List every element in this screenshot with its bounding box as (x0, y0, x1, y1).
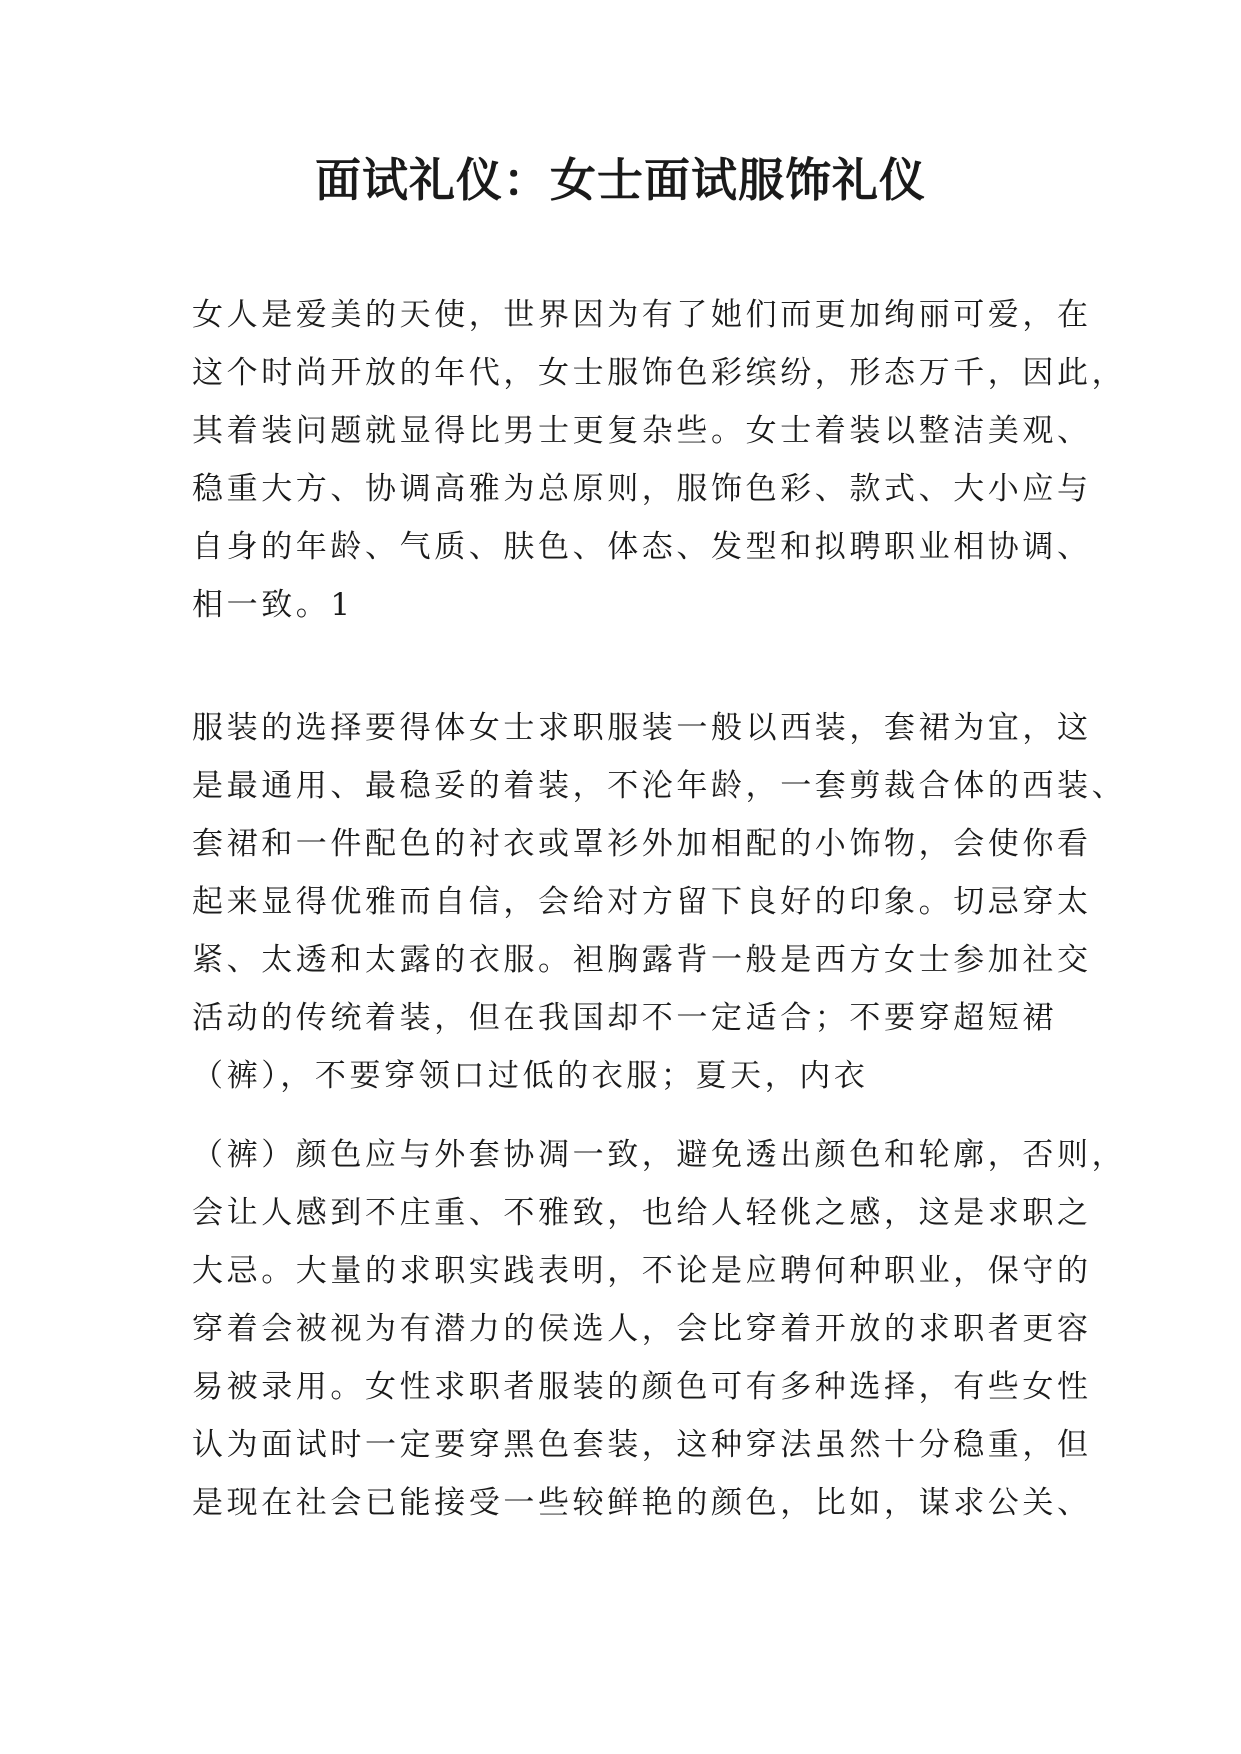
paragraph-line: 自身的年龄、气质、肤色、体态、发型和拟聘职业相协调、 (192, 529, 1092, 565)
paragraph-line: 穿着会被视为有潜力的侯选人，会比穿着开放的求职者更容 (192, 1311, 1092, 1347)
paragraph-line: （裤），不要穿领口过低的衣服；夏天，内衣 (192, 1058, 869, 1094)
paragraph-line: 其着装问题就显得比男士更复杂些。女士着装以整洁美观、 (192, 413, 1092, 449)
paragraph-1 (192, 286, 1127, 634)
paragraph-line: 易被录用。女性求职者服装的颜色可有多种选择，有些女性 (192, 1369, 1092, 1405)
paragraph-line: 服装的选择要得体女士求职服装一般以西装，套裙为宜，这 (192, 710, 1092, 746)
paragraph-line: 是最通用、最稳妥的着装，不沦年龄，一套剪裁合体的西装、 (192, 768, 1127, 804)
paragraph-line: （裤）颜色应与外套协凋一致，避免透出颜色和轮廓，否则， (192, 1137, 1127, 1173)
paragraph-line: 是现在社会已能接受一些较鲜艳的颜色，比如，谋求公关、 (192, 1485, 1092, 1521)
paragraph-line: 相一致。1 (192, 587, 354, 623)
paragraph-line: 稳重大方、协调高雅为总原则，服饰色彩、款式、大小应与 (192, 471, 1092, 507)
paragraph-line: 认为面试时一定要穿黑色套装，这种穿法虽然十分稳重，但 (192, 1427, 1092, 1463)
paragraph-line: 女人是爱美的天使，世界因为有了她们而更加绚丽可爱，在 (192, 297, 1092, 333)
paragraph-line: 起来显得优雅而自信，会给对方留下良好的印象。切忌穿太 (192, 884, 1092, 920)
paragraph-line: 紧、太透和太露的衣服。袒胸露背一般是西方女士参加社交 (192, 942, 1092, 978)
paragraph-3 (192, 1126, 1127, 1532)
paragraph-line: 大忌。大量的求职实践表明，不论是应聘何种职业，保守的 (192, 1253, 1092, 1289)
paragraph-line: 套裙和一件配色的衬衣或罩衫外加相配的小饰物，会使你看 (192, 826, 1092, 862)
paragraph-line: 活动的传统着装，但在我国却不一定适合；不要穿超短裙 (192, 1000, 1057, 1036)
page-title: 面试礼仪：女士面试服饰礼仪 (315, 153, 926, 207)
paragraph-line: 这个时尚开放的年代，女士服饰色彩缤纷，形态万千，因此， (192, 355, 1127, 391)
paragraph-line: 会让人感到不庄重、不雅致，也给人轻佻之感，这是求职之 (192, 1195, 1092, 1231)
paragraph-2 (192, 699, 1127, 1105)
